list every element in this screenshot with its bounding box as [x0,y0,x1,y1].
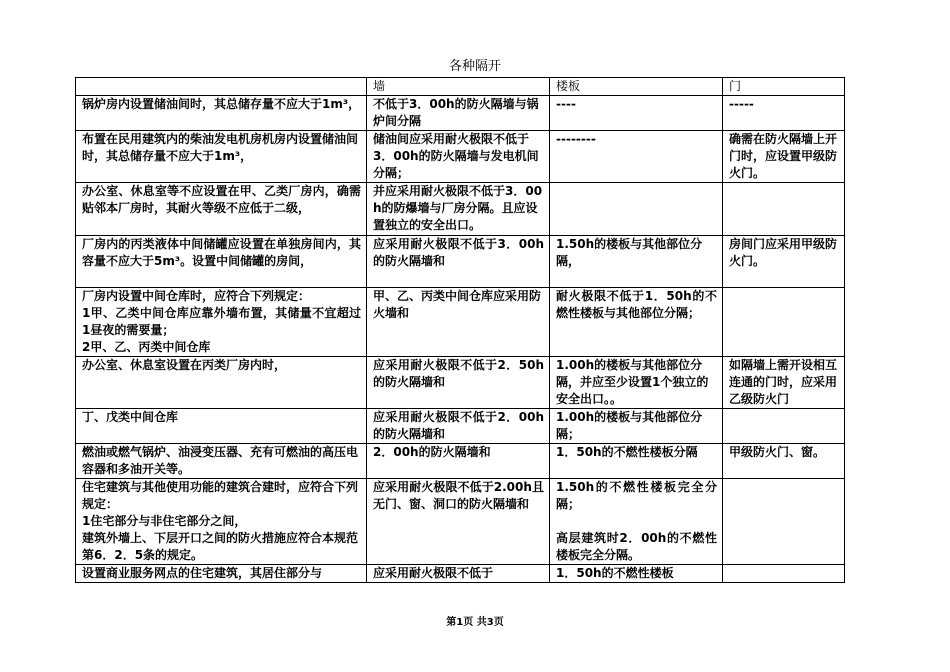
cell-line: 甲、乙、丙类中间仓库应采用防火墙和 [373,289,542,320]
cell-line [556,183,717,200]
cell-wall [367,409,550,444]
cell-line: 1.50h的楼板与其他部位分隔， [556,237,703,268]
cell-door [723,444,845,479]
cell-line: 1.50h的不燃性楼板完全分隔； [556,480,717,511]
table-header-row [76,78,845,96]
cell-condition [76,96,367,131]
cell-line: 厂房内设置中间仓库时，应符合下列规定： [82,289,311,303]
page-footer: 第1页 共3页 [446,617,504,628]
cell-line: 耐火极限不低于1．50h的不燃性楼板与其他部位分隔； [556,289,717,320]
cell-line: 1甲、乙类中间仓库应靠外墙布置，其储量不宜超过1昼夜的需要量； [82,306,361,337]
cell-condition [76,288,367,357]
cell-line: 燃油或燃气锅炉、油浸变压器、充有可燃油的高压电容器和多油开关等。 [82,445,359,476]
cell-line: 不低于3．00h的防火隔墙与锅炉间分隔 [373,97,539,128]
header-floor: 楼板 [550,78,723,96]
cell-condition [76,479,367,565]
header-door: 门 [723,78,845,96]
cell-floor [550,479,723,565]
page-title: 各种隔开 [448,59,501,74]
cell-line: 甲级防火门、窗。 [729,445,826,459]
cell-line: 2甲、乙、丙类中间仓库 [82,340,211,354]
table-row [76,96,845,131]
cell-line: 办公室、休息室等不应设置在甲、乙类厂房内，确需贴邻本厂房时，其耐火等级不应低于二级， [82,184,361,215]
cell-line [729,288,839,305]
cell-door [723,183,845,236]
cell-door [723,96,845,131]
cell-line [556,513,717,530]
cell-door [723,288,845,357]
cell-condition [76,444,367,479]
cell-line [729,479,839,496]
cell-line: 高层建筑时2．00h的不燃性楼板完全分隔。 [556,531,717,562]
cell-line: 丁、戊类中间仓库 [82,410,179,424]
cell-floor [550,131,723,183]
cell-floor [550,236,723,288]
table-row [76,183,845,236]
cell-line: 1．50h的不燃性楼板 [556,566,674,580]
cell-line: 确需在防火隔墙上开门时，应设置甲级防火门。 [729,132,838,180]
cell-line [729,565,839,582]
cell-wall [367,479,550,565]
cell-line: ---- [556,97,576,111]
table-row [76,131,845,183]
cell-door [723,409,845,444]
cell-floor [550,409,723,444]
cell-line: 办公室、休息室设置在丙类厂房内时， [82,358,287,372]
cell-door [723,131,845,183]
table-row [76,288,845,357]
cell-door [723,565,845,583]
cell-line: 应采用耐火极限不低于2．50h的防火隔墙和 [373,358,544,389]
cell-line [729,409,839,426]
cell-line: 设置商业服务网点的住宅建筑，其居住部分与 [82,566,323,580]
cell-line: 1.00h的楼板与其他部位分隔，并应至少设置1个独立的安全出口。。 [556,358,709,406]
cell-line: 2．00h的防火隔墙和 [373,445,491,459]
table-row [76,236,845,288]
cell-wall [367,183,550,236]
cell-wall [367,357,550,409]
cell-wall [367,131,550,183]
cell-floor [550,565,723,583]
cell-floor [550,288,723,357]
cell-line: 并应采用耐火极限不低于3．00h的防爆墙与厂房分隔。且应设置独立的安全出口。 [373,184,543,232]
cell-door [723,357,845,409]
cell-condition [76,357,367,409]
cell-wall [367,288,550,357]
cell-wall [367,236,550,288]
header-wall: 墙 [367,78,550,96]
cell-line: 如隔墙上需开设相互连通的门时，应采用乙级防火门 [729,358,838,406]
table-row [76,409,845,444]
cell-door [723,236,845,288]
cell-line: 1住宅部分与非住宅部分之间， [82,514,247,528]
cell-line: 应采用耐火极限不低于2.00h且无门、窗、洞口的防火隔墙和 [373,480,544,511]
cell-line: 1.00h的楼板与其他部位分隔； [556,410,703,441]
cell-line: 房间门应采用甲级防火门。 [729,237,838,268]
cell-door [723,479,845,565]
cell-condition [76,409,367,444]
cell-line: 应采用耐火极限不低于3．00h的防火隔墙和 [373,237,544,268]
cell-line: 布置在民用建筑内的柴油发电机房机房内设置储油间时，其总储存量不应大于1m³， [82,132,359,163]
cell-line: 1．50h的不燃性楼板分隔 [556,445,698,459]
cell-floor [550,96,723,131]
table-row [76,479,845,565]
cell-floor [550,357,723,409]
cell-line: 住宅建筑与其他使用功能的建筑合建时，应符合下列规定： [82,480,359,511]
cell-wall [367,565,550,583]
cell-wall [367,444,550,479]
cell-wall [367,96,550,131]
table-row [76,357,845,409]
cell-floor [550,183,723,236]
cell-condition [76,236,367,288]
cell-line [729,183,839,200]
table-row [76,565,845,583]
cell-line: ----- [729,97,754,111]
cell-condition [76,183,367,236]
header-condition [76,78,367,96]
cell-line: 应采用耐火极限不低于 [373,566,494,580]
cell-line: 储油间应采用耐火极限不低于3．00h的防火隔墙与发电机间分隔； [373,132,539,180]
cell-condition [76,565,367,583]
cell-line: -------- [556,132,596,146]
cell-floor [550,444,723,479]
fire-separation-table [75,77,845,583]
cell-condition [76,131,367,183]
cell-line: 应采用耐火极限不低于2．00h的防火隔墙和 [373,410,544,441]
table-row [76,444,845,479]
cell-line: 建筑外墙上、下层开口之间的防火措施应符合本规范第6．2．5条的规定。 [82,531,359,562]
cell-line: 厂房内的丙类液体中间储罐应设置在单独房间内，其容量不应大于5m³。设置中间储罐的房间， [82,237,361,268]
cell-line: 锅炉房内设置储油间时，其总储存量不应大于1m³， [82,97,361,111]
